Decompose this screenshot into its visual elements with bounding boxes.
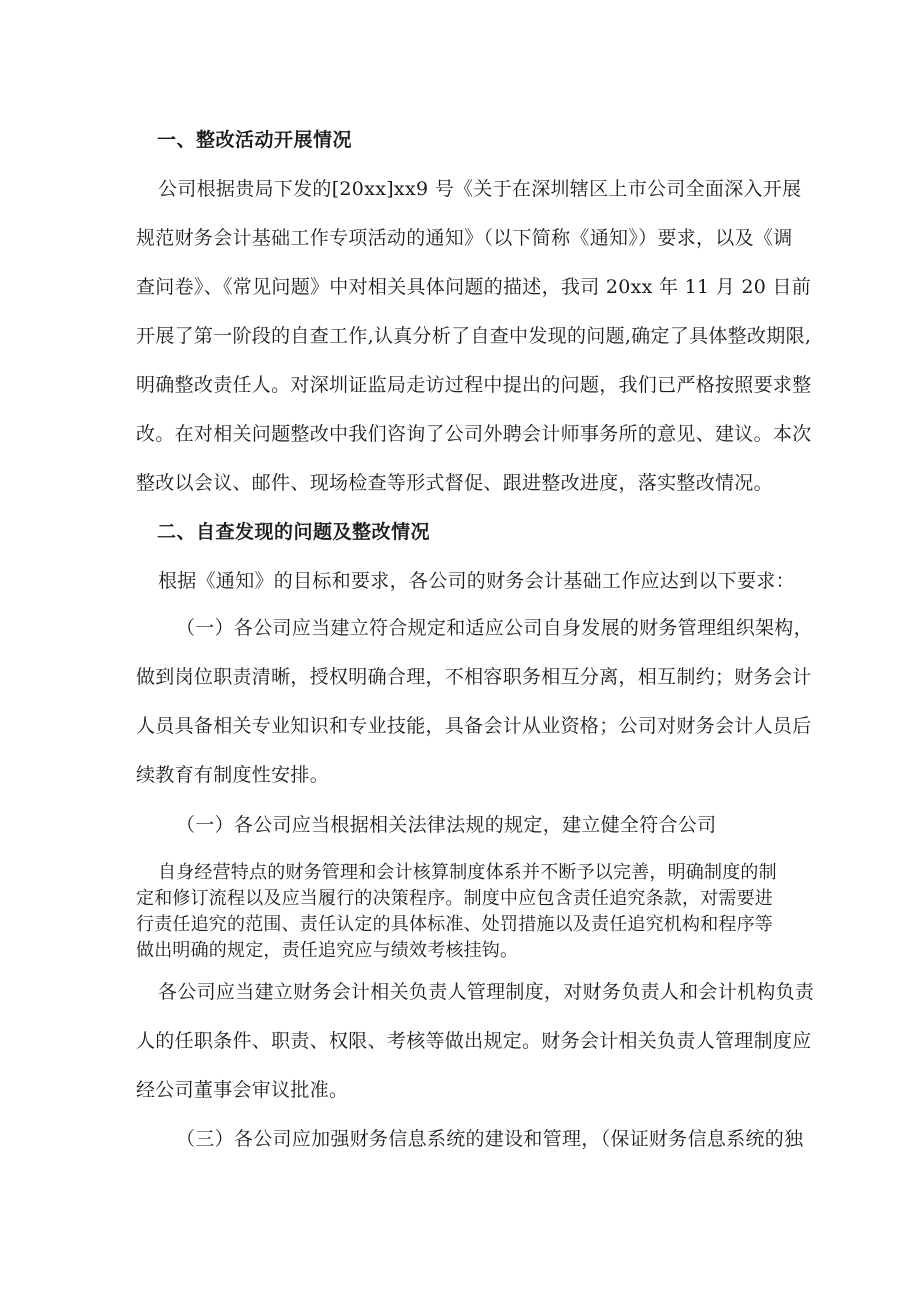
paragraph-3-line: 人员具备相关专业知识和专业技能，具备会计从业资格；公司对财务会计人员后 — [136, 715, 812, 737]
paragraph-1-line: 整改以会议、邮件、现场检查等形式督促、跟进整改进度，落实整改情况。 — [136, 472, 773, 494]
paragraph-5-line: 定和修订流程以及应当履行的决策程序。制度中应包含责任追究条款，对需要进 — [136, 888, 773, 909]
paragraph-5-line: 自身经营特点的财务管理和会计核算制度体系并不断予以完善，明确制度的制 — [158, 862, 777, 883]
paragraph-5-line: 行责任追究的范围、责任认定的具体标准、处罚措施以及责任追究机构和程序等 — [136, 914, 773, 935]
paragraph-1-line: 规范财务会计基础工作专项活动的通知》（以下简称《通知》）要求，以及《调 — [136, 227, 793, 249]
paragraph-1-line: 公司根据贵局下发的[20xx]xx9 号《关于在深圳辖区上市公司全面深入开展 — [158, 178, 802, 200]
paragraph-3-line: （一）各公司应当建立符合规定和适应公司自身发展的财务管理组织架构， — [176, 617, 813, 639]
section-heading-1: 一、整改活动开展情况 — [157, 129, 353, 151]
paragraph-6-line: 各公司应当建立财务会计相关负责人管理制度，对财务负责人和会计机构负责 — [158, 981, 815, 1003]
paragraph-1-line: 改。在对相关问题整改中我们咨询了公司外聘会计师事务所的意见、建议。本次 — [136, 423, 812, 445]
paragraph-4: （一）各公司应当根据相关法律法规的规定，建立健全符合公司 — [176, 814, 717, 836]
paragraph-6-line: 人的任职条件、职责、权限、考核等做出规定。财务会计相关负责人管理制度应 — [136, 1030, 812, 1052]
section-heading-2: 二、自查发现的问题及整改情况 — [157, 521, 431, 543]
paragraph-6-line: 经公司董事会审议批准。 — [136, 1079, 349, 1101]
paragraph-3-line: 续教育有制度性安排。 — [136, 764, 330, 786]
paragraph-1-line: 明确整改责任人。对深圳证监局走访过程中提出的问题，我们已严格按照要求整 — [136, 374, 812, 396]
paragraph-1-line: 查问卷》、《常见问题》中对相关具体问题的描述，我司 20xx 年 11 月 20 日前 — [136, 276, 812, 298]
paragraph-3-line: 做到岗位职责清晰，授权明确合理，不相容职务相互分离，相互制约；财务会计 — [136, 666, 812, 688]
paragraph-5-line: 做出明确的规定，责任追究应与绩效考核挂钩。 — [136, 940, 519, 961]
paragraph-7: （三）各公司应加强财务信息系统的建设和管理，（保证财务信息系统的独 — [176, 1128, 804, 1150]
paragraph-1-line: 开展了第一阶段的自查工作,认真分析了自查中发现的问题,确定了具体整改期限, — [136, 325, 812, 347]
paragraph-2: 根据《通知》的目标和要求，各公司的财务会计基础工作应达到以下要求： — [158, 570, 795, 592]
